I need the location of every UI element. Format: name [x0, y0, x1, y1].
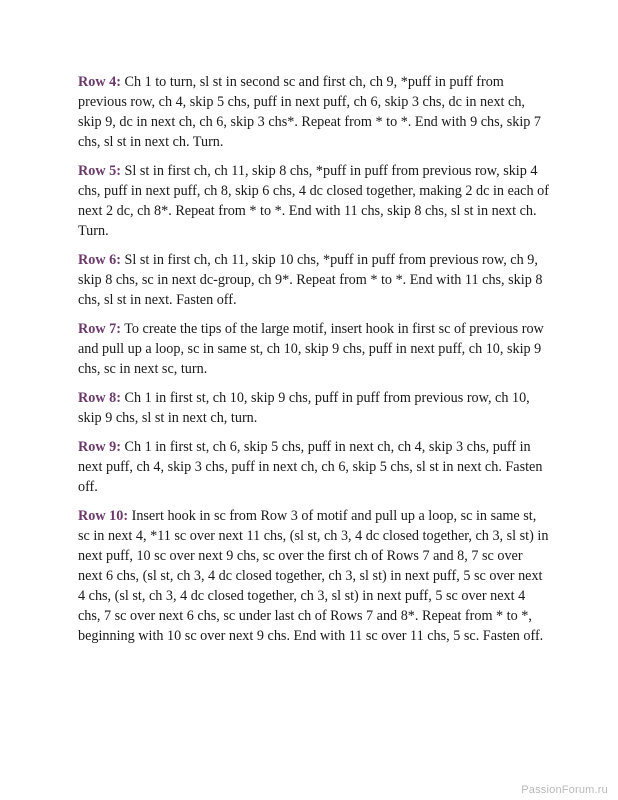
- site-watermark: PassionForum.ru: [521, 784, 608, 796]
- row-5-text: Sl st in first ch, ch 11, skip 8 chs, *puff in puff from previous row, skip 4 chs, puff in next puff, ch 8, skip 6 chs, 4 dc closed together, making 2 dc in each of next 2 dc, ch 8*. Repeat from * to *. End with 11 chs, skip 8 chs, sl st in next ch. Turn.: [78, 163, 549, 239]
- row-8-label: Row 8:: [78, 390, 121, 406]
- row-10-paragraph: [78, 506, 550, 646]
- row-9-label: Row 9:: [78, 439, 121, 455]
- row-4-paragraph: [78, 72, 550, 152]
- row-9-text: Ch 1 in first st, ch 6, skip 5 chs, puff in next ch, ch 4, skip 3 chs, puff in next puff, ch 4, skip 3 chs, puff in next ch, ch 6, skip 5 chs, sl st in next ch. Fasten off.: [78, 439, 543, 495]
- row-8-text: Ch 1 in first st, ch 10, skip 9 chs, puff in puff from previous row, ch 10, skip 9 chs, sl st in next ch, turn.: [78, 390, 530, 426]
- row-8-paragraph: [78, 388, 550, 428]
- row-5-paragraph: [78, 161, 550, 241]
- row-6-paragraph: [78, 250, 550, 310]
- row-7-paragraph: [78, 319, 550, 379]
- row-10-label: Row 10:: [78, 508, 129, 524]
- row-4-text: Ch 1 to turn, sl st in second sc and first ch, ch 9, *puff in puff from previous row, ch 4, skip 5 chs, puff in next puff, ch 6, skip 3 chs, dc in next ch, skip 9, dc in next ch, ch 6, skip 3 chs*. Repeat from * to *. End with 9 chs, skip 7 chs, sl st in next ch. Turn.: [78, 74, 542, 150]
- row-6-text: Sl st in first ch, ch 11, skip 10 chs, *puff in puff from previous row, ch 9, skip 8 chs, sc in next dc-group, ch 9*. Repeat from * to *. End with 11 chs, skip 8 chs, sl st in next. Fasten off.: [78, 252, 543, 308]
- row-6-label: Row 6:: [78, 252, 121, 268]
- row-10-text: Insert hook in sc from Row 3 of motif and pull up a loop, sc in same st, sc in next 4, *11 sc over next 11 chs, (sl st, ch 3, 4 dc closed together, ch 3, sl st) in next puff, 10 sc over next 9 chs, sc over the first ch of Rows 7 and 8, 7 sc over next 6 chs, (sl st, ch 3, 4 dc closed together, ch 3, sl st) in next puff, 5 sc over next 4 chs, (sl st, ch 3, 4 dc closed together, ch 3, sl st) in next puff, 5 sc over next 4 chs, 7 sc over next 6 chs, sc under last ch of Rows 7 and 8*. Repeat from * to *, beginning with 10 sc over next 9 chs. End with 11 sc over 11 chs, 5 sc. Fasten off.: [78, 508, 549, 644]
- row-9-paragraph: [78, 437, 550, 497]
- row-5-label: Row 5:: [78, 163, 121, 179]
- row-7-label: Row 7:: [78, 321, 121, 337]
- instructions-body: [78, 72, 550, 655]
- row-4-label: Row 4:: [78, 74, 121, 90]
- row-7-text: To create the tips of the large motif, insert hook in first sc of previous row and pull up a loop, sc in same st, ch 10, skip 9 chs, puff in next puff, ch 10, skip 9 chs, sc in next sc, turn.: [78, 321, 544, 377]
